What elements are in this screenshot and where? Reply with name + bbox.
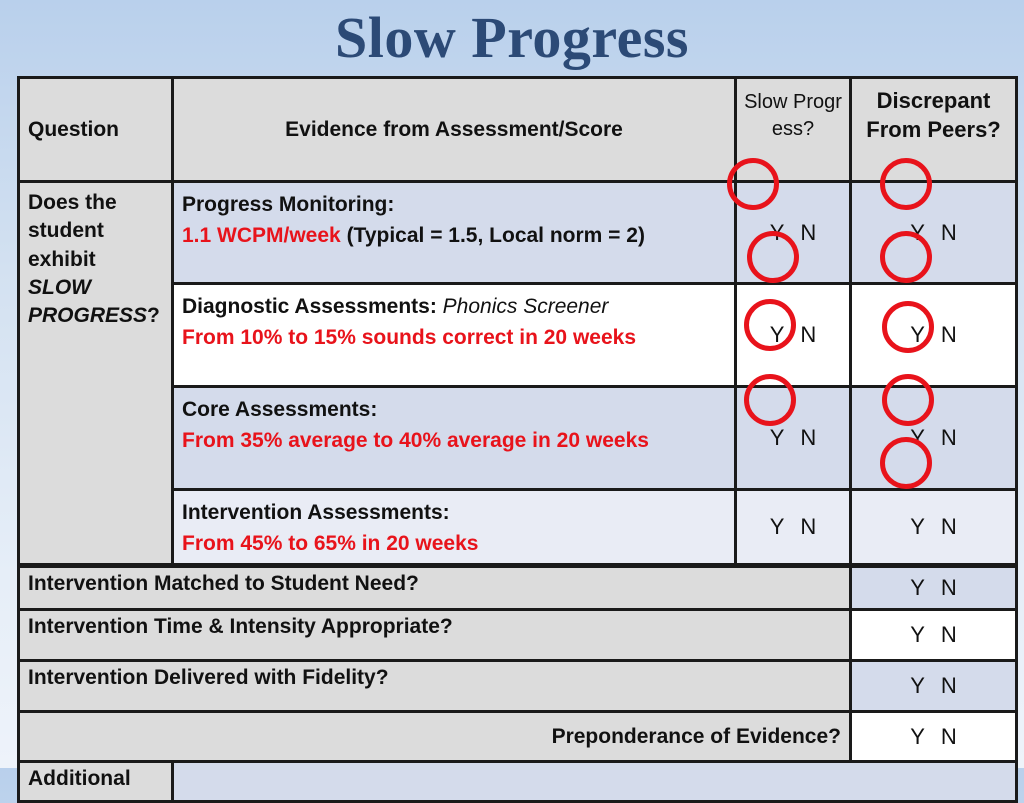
- question-cell: [19, 182, 173, 566]
- time-yn[interactable]: [851, 610, 1017, 661]
- yes-option[interactable]: Y: [769, 322, 785, 347]
- evidence-italic-note: Phonics Screener: [442, 295, 609, 318]
- no-option[interactable]: N: [800, 425, 817, 450]
- question-mark: ?: [147, 304, 160, 328]
- evidence-label: Diagnostic Assessments:: [182, 295, 437, 318]
- evidence-value: 1.1 WCPM/week: [182, 224, 341, 248]
- yes-option[interactable]: Y: [769, 425, 785, 450]
- evidence-intervention: [173, 490, 736, 566]
- yes-option[interactable]: Y: [910, 673, 925, 699]
- header-question: Question: [19, 78, 173, 182]
- yes-option[interactable]: Y: [910, 723, 925, 749]
- circle-annotation: [880, 231, 932, 283]
- preponderance-label: Preponderance of Evidence?: [19, 712, 851, 762]
- evidence-progress-monitoring: [173, 182, 736, 284]
- fidelity-yn[interactable]: [851, 661, 1017, 712]
- evidence-value: From 35% average to 40% average in 20 weeks: [182, 429, 649, 453]
- no-option[interactable]: N: [940, 622, 957, 648]
- question-emphasis: SLOW PROGRESS: [28, 276, 148, 328]
- no-option[interactable]: N: [800, 219, 817, 245]
- yes-option[interactable]: Y: [910, 425, 925, 450]
- circle-annotation: [880, 158, 932, 210]
- no-option[interactable]: N: [940, 219, 957, 245]
- circle-annotation: [882, 374, 934, 426]
- circle-annotation: [744, 299, 796, 351]
- additional-label: Additional: [19, 762, 173, 802]
- discrepant-yn[interactable]: [851, 490, 1017, 566]
- header-evidence: Evidence from Assessment/Score: [173, 78, 736, 182]
- intervention-fidelity: Intervention Delivered with Fidelity?: [19, 661, 851, 712]
- yes-option[interactable]: Y: [910, 219, 925, 245]
- intervention-time: Intervention Time & Intensity Appropriate?: [19, 610, 851, 661]
- no-option[interactable]: N: [940, 673, 957, 699]
- discrepant-yn[interactable]: [851, 182, 1017, 284]
- evidence-core: [173, 387, 736, 490]
- yes-option[interactable]: Y: [910, 322, 925, 347]
- header-discrepant: Discrepant From Peers?: [851, 78, 1017, 182]
- slide-title: Slow Progress: [335, 5, 689, 70]
- matched-yn[interactable]: [851, 566, 1017, 610]
- circle-annotation: [727, 158, 779, 210]
- evidence-diagnostic: [173, 284, 736, 387]
- evidence-label: Core Assessments:: [182, 398, 378, 421]
- evidence-value: From 45% to 65% in 20 weeks: [182, 532, 479, 556]
- question-text: Does the student exhibit: [28, 191, 117, 271]
- header-slow-progress: Slow Progress?: [736, 78, 851, 182]
- slow-progress-table: [17, 76, 1018, 803]
- circle-annotation: [882, 301, 934, 353]
- no-option[interactable]: N: [940, 723, 957, 749]
- intervention-matched: Intervention Matched to Student Need?: [19, 566, 851, 610]
- yes-option[interactable]: Y: [769, 219, 785, 245]
- slow-progress-yn[interactable]: [736, 490, 851, 566]
- circle-annotation: [744, 374, 796, 426]
- circle-annotation: [880, 437, 932, 489]
- circle-annotation: [747, 231, 799, 283]
- yes-option[interactable]: Y: [769, 514, 785, 540]
- no-option[interactable]: N: [940, 322, 957, 347]
- yes-option[interactable]: Y: [910, 575, 925, 601]
- no-option[interactable]: N: [940, 514, 957, 540]
- yes-option[interactable]: Y: [910, 622, 925, 648]
- no-option[interactable]: N: [800, 322, 817, 347]
- evidence-label: Progress Monitoring:: [182, 193, 395, 216]
- evidence-note: (Typical = 1.5, Local norm = 2): [340, 224, 645, 248]
- evidence-value: From 10% to 15% sounds correct in 20 weeks: [182, 326, 637, 350]
- no-option[interactable]: N: [940, 425, 957, 450]
- evidence-label: Intervention Assessments:: [182, 501, 450, 524]
- preponderance-yn[interactable]: [851, 712, 1017, 762]
- no-option[interactable]: N: [800, 514, 817, 540]
- discrepant-yn[interactable]: [851, 284, 1017, 387]
- no-option[interactable]: N: [940, 575, 957, 601]
- yes-option[interactable]: Y: [910, 514, 925, 540]
